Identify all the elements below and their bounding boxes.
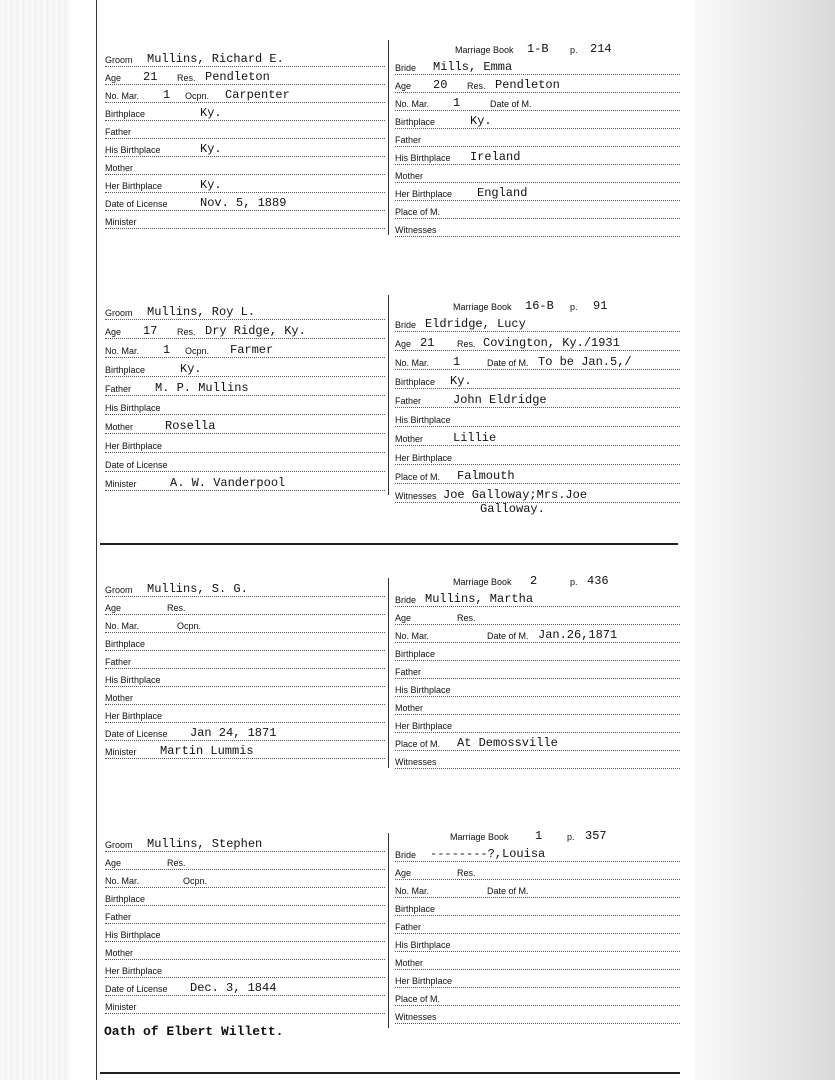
age-label: Age — [395, 613, 412, 623]
groom-label: Groom — [105, 585, 133, 595]
res-label: Res. — [177, 73, 196, 83]
groom-label: Groom — [105, 308, 133, 318]
res-label: Res. — [467, 81, 486, 91]
mother-label: Mother — [105, 693, 134, 703]
date-of-license-label: Date of License — [105, 729, 168, 739]
her-birthplace-label: Her Birthplace — [395, 189, 453, 199]
father-label: Father — [105, 127, 132, 137]
minister-label: Minister — [105, 1002, 137, 1012]
minister-label: Minister — [105, 217, 137, 227]
groom-age: 17 — [143, 324, 158, 338]
bride-date-of-m: To be Jan.5,/ — [538, 355, 632, 369]
her-birthplace-label: Her Birthplace — [395, 721, 453, 731]
res-label: Res. — [167, 603, 186, 613]
bride-name: Mullins, Martha — [425, 592, 534, 606]
no-mar-label: No. Mar. — [105, 876, 140, 886]
groom-name: Mullins, Stephen — [147, 837, 263, 851]
date-of-m-label: Date of M. — [487, 886, 529, 896]
groom-label: Groom — [105, 840, 133, 850]
witnesses-label: Witnesses — [395, 757, 437, 767]
groom-age: 21 — [143, 70, 158, 84]
birthplace-label: Birthplace — [105, 365, 146, 375]
marriage-record-3 — [100, 570, 680, 770]
no-mar-label: No. Mar. — [395, 358, 430, 368]
res-label: Res. — [457, 613, 476, 623]
witnesses-label: Witnesses — [395, 1012, 437, 1022]
mother-label: Mother — [105, 163, 134, 173]
father-label: Father — [105, 912, 132, 922]
bride-name: --------?,Louisa — [430, 847, 546, 861]
groom-no-mar: 1 — [163, 88, 171, 102]
his-birthplace-label: His Birthplace — [395, 415, 451, 425]
bride-father: John Eldridge — [453, 393, 547, 407]
bride-label: Bride — [395, 320, 417, 330]
age-label: Age — [105, 327, 122, 337]
date-of-m-label: Date of M. — [487, 631, 529, 641]
birthplace-label: Birthplace — [395, 377, 436, 387]
groom-ocpn: Farmer — [230, 343, 274, 357]
bride-place-of-m: At Demossville — [457, 736, 558, 750]
age-label: Age — [395, 868, 412, 878]
bride-age: 20 — [433, 78, 448, 92]
bride-witnesses-continued: Galloway. — [480, 502, 545, 516]
res-label: Res. — [457, 339, 476, 349]
bride-no-mar: 1 — [453, 96, 461, 110]
res-label: Res. — [457, 868, 476, 878]
bride-res: Covington, Ky./1931 — [483, 336, 620, 350]
res-label: Res. — [177, 327, 196, 337]
mother-label: Mother — [395, 703, 424, 713]
groom-minister: Martin Lummis — [160, 744, 254, 758]
groom-mother: Rosella — [165, 419, 216, 433]
bride-no-mar: 1 — [453, 355, 461, 369]
father-label: Father — [395, 922, 422, 932]
no-mar-label: No. Mar. — [105, 346, 140, 356]
scan-left-edge — [0, 0, 70, 1080]
bride-label: Bride — [395, 595, 417, 605]
her-birthplace-label: Her Birthplace — [105, 711, 163, 721]
marriage-book-label: Marriage Book — [453, 577, 512, 587]
his-birthplace-label: His Birthplace — [395, 940, 451, 950]
section-rule — [100, 543, 678, 545]
her-birthplace-label: Her Birthplace — [395, 976, 453, 986]
minister-label: Minister — [105, 747, 137, 757]
marriage-book-label: Marriage Book — [450, 832, 509, 842]
groom-name: Mullins, Richard E. — [147, 52, 284, 66]
marriage-book-number: 2 — [530, 574, 538, 588]
bride-her-birthplace: England — [477, 186, 528, 200]
father-label: Father — [105, 384, 132, 394]
marriage-book-number: 1 — [535, 829, 543, 843]
bride-name: Eldridge, Lucy — [425, 317, 526, 331]
age-label: Age — [105, 858, 122, 868]
birthplace-label: Birthplace — [395, 117, 436, 127]
place-of-m-label: Place of M. — [395, 207, 441, 217]
age-label: Age — [105, 73, 122, 83]
groom-name: Mullins, S. G. — [147, 582, 248, 596]
no-mar-label: No. Mar. — [395, 886, 430, 896]
mother-label: Mother — [395, 958, 424, 968]
father-label: Father — [395, 135, 422, 145]
groom-name: Mullins, Roy L. — [147, 305, 256, 319]
groom-her-birthplace: Ky. — [200, 178, 222, 192]
ocpn-label: Ocpn. — [183, 876, 208, 886]
marriage-record-4 — [100, 825, 680, 1025]
marriage-book-number: 1-B — [527, 42, 549, 56]
his-birthplace-label: His Birthplace — [395, 153, 451, 163]
her-birthplace-label: Her Birthplace — [105, 441, 163, 451]
place-of-m-label: Place of M. — [395, 994, 441, 1004]
page-label: p. — [570, 45, 578, 55]
date-of-license-label: Date of License — [105, 199, 168, 209]
her-birthplace-label: Her Birthplace — [105, 966, 163, 976]
age-label: Age — [395, 339, 412, 349]
groom-birthplace: Ky. — [200, 106, 222, 120]
marriage-record-2 — [100, 295, 680, 516]
marriage-book-page: 436 — [587, 574, 609, 588]
groom-res: Dry Ridge, Ky. — [205, 324, 306, 338]
ocpn-label: Ocpn. — [185, 346, 210, 356]
bride-label: Bride — [395, 850, 417, 860]
res-label: Res. — [167, 858, 186, 868]
date-of-m-label: Date of M. — [487, 358, 529, 368]
marriage-book-label: Marriage Book — [455, 45, 514, 55]
birthplace-label: Birthplace — [105, 894, 146, 904]
bride-label: Bride — [395, 63, 417, 73]
groom-minister: A. W. Vanderpool — [170, 476, 286, 490]
birthplace-label: Birthplace — [395, 904, 436, 914]
marriage-book-page: 214 — [590, 42, 612, 56]
record-divider — [388, 578, 389, 768]
page-margin-line — [96, 0, 97, 1080]
mother-label: Mother — [395, 434, 424, 444]
groom-no-mar: 1 — [163, 343, 171, 357]
section-rule — [100, 1072, 680, 1074]
groom-label: Groom — [105, 55, 133, 65]
minister-label: Minister — [105, 479, 137, 489]
groom-father: M. P. Mullins — [155, 381, 249, 395]
groom-ocpn: Carpenter — [225, 88, 290, 102]
groom-date-of-license: Nov. 5, 1889 — [200, 196, 287, 210]
groom-date-of-license: Jan 24, 1871 — [190, 726, 277, 740]
father-label: Father — [395, 667, 422, 677]
ocpn-label: Ocpn. — [185, 91, 210, 101]
bride-place-of-m: Falmouth — [457, 469, 515, 483]
father-label: Father — [105, 657, 132, 667]
bride-mother: Lillie — [453, 431, 497, 445]
bride-birthplace: Ky. — [450, 374, 472, 388]
marriage-book-label: Marriage Book — [453, 302, 512, 312]
place-of-m-label: Place of M. — [395, 472, 441, 482]
no-mar-label: No. Mar. — [395, 631, 430, 641]
mother-label: Mother — [105, 422, 134, 432]
father-label: Father — [395, 396, 422, 406]
bride-witnesses: Joe Galloway;Mrs.Joe — [443, 488, 588, 502]
date-of-license-label: Date of License — [105, 460, 168, 470]
page-label: p. — [570, 302, 578, 312]
birthplace-label: Birthplace — [105, 109, 146, 119]
marriage-book-number: 16-B — [525, 299, 554, 313]
bride-birthplace: Ky. — [470, 114, 492, 128]
his-birthplace-label: His Birthplace — [105, 403, 161, 413]
record-divider — [388, 40, 389, 235]
date-of-license-label: Date of License — [105, 984, 168, 994]
his-birthplace-label: His Birthplace — [105, 675, 161, 685]
scan-right-edge — [695, 0, 835, 1080]
groom-his-birthplace: Ky. — [200, 142, 222, 156]
no-mar-label: No. Mar. — [105, 621, 140, 631]
mother-label: Mother — [395, 171, 424, 181]
her-birthplace-label: Her Birthplace — [105, 181, 163, 191]
groom-birthplace: Ky. — [180, 362, 202, 376]
bride-name: Mills, Emma — [433, 60, 513, 74]
groom-res: Pendleton — [205, 70, 270, 84]
record-divider — [388, 833, 389, 1028]
his-birthplace-label: His Birthplace — [105, 930, 161, 940]
ocpn-label: Ocpn. — [177, 621, 202, 631]
witnesses-label: Witnesses — [395, 225, 437, 235]
bride-res: Pendleton — [495, 78, 560, 92]
bride-his-birthplace: Ireland — [470, 150, 521, 164]
his-birthplace-label: His Birthplace — [105, 145, 161, 155]
marriage-book-page: 91 — [593, 299, 608, 313]
mother-label: Mother — [105, 948, 134, 958]
oath-note: Oath of Elbert Willett. — [104, 1024, 284, 1039]
age-label: Age — [395, 81, 412, 91]
no-mar-label: No. Mar. — [105, 91, 140, 101]
his-birthplace-label: His Birthplace — [395, 685, 451, 695]
record-divider — [388, 295, 389, 495]
age-label: Age — [105, 603, 122, 613]
marriage-book-page: 357 — [585, 829, 607, 843]
no-mar-label: No. Mar. — [395, 99, 430, 109]
witnesses-label: Witnesses — [395, 491, 437, 501]
groom-date-of-license: Dec. 3, 1844 — [190, 981, 277, 995]
her-birthplace-label: Her Birthplace — [395, 453, 453, 463]
place-of-m-label: Place of M. — [395, 739, 441, 749]
birthplace-label: Birthplace — [105, 639, 146, 649]
bride-age: 21 — [420, 336, 435, 350]
date-of-m-label: Date of M. — [490, 99, 532, 109]
marriage-record-1 — [100, 40, 680, 240]
page-label: p. — [567, 832, 575, 842]
birthplace-label: Birthplace — [395, 649, 436, 659]
bride-date-of-m: Jan.26,1871 — [538, 628, 618, 642]
page-label: p. — [570, 577, 578, 587]
